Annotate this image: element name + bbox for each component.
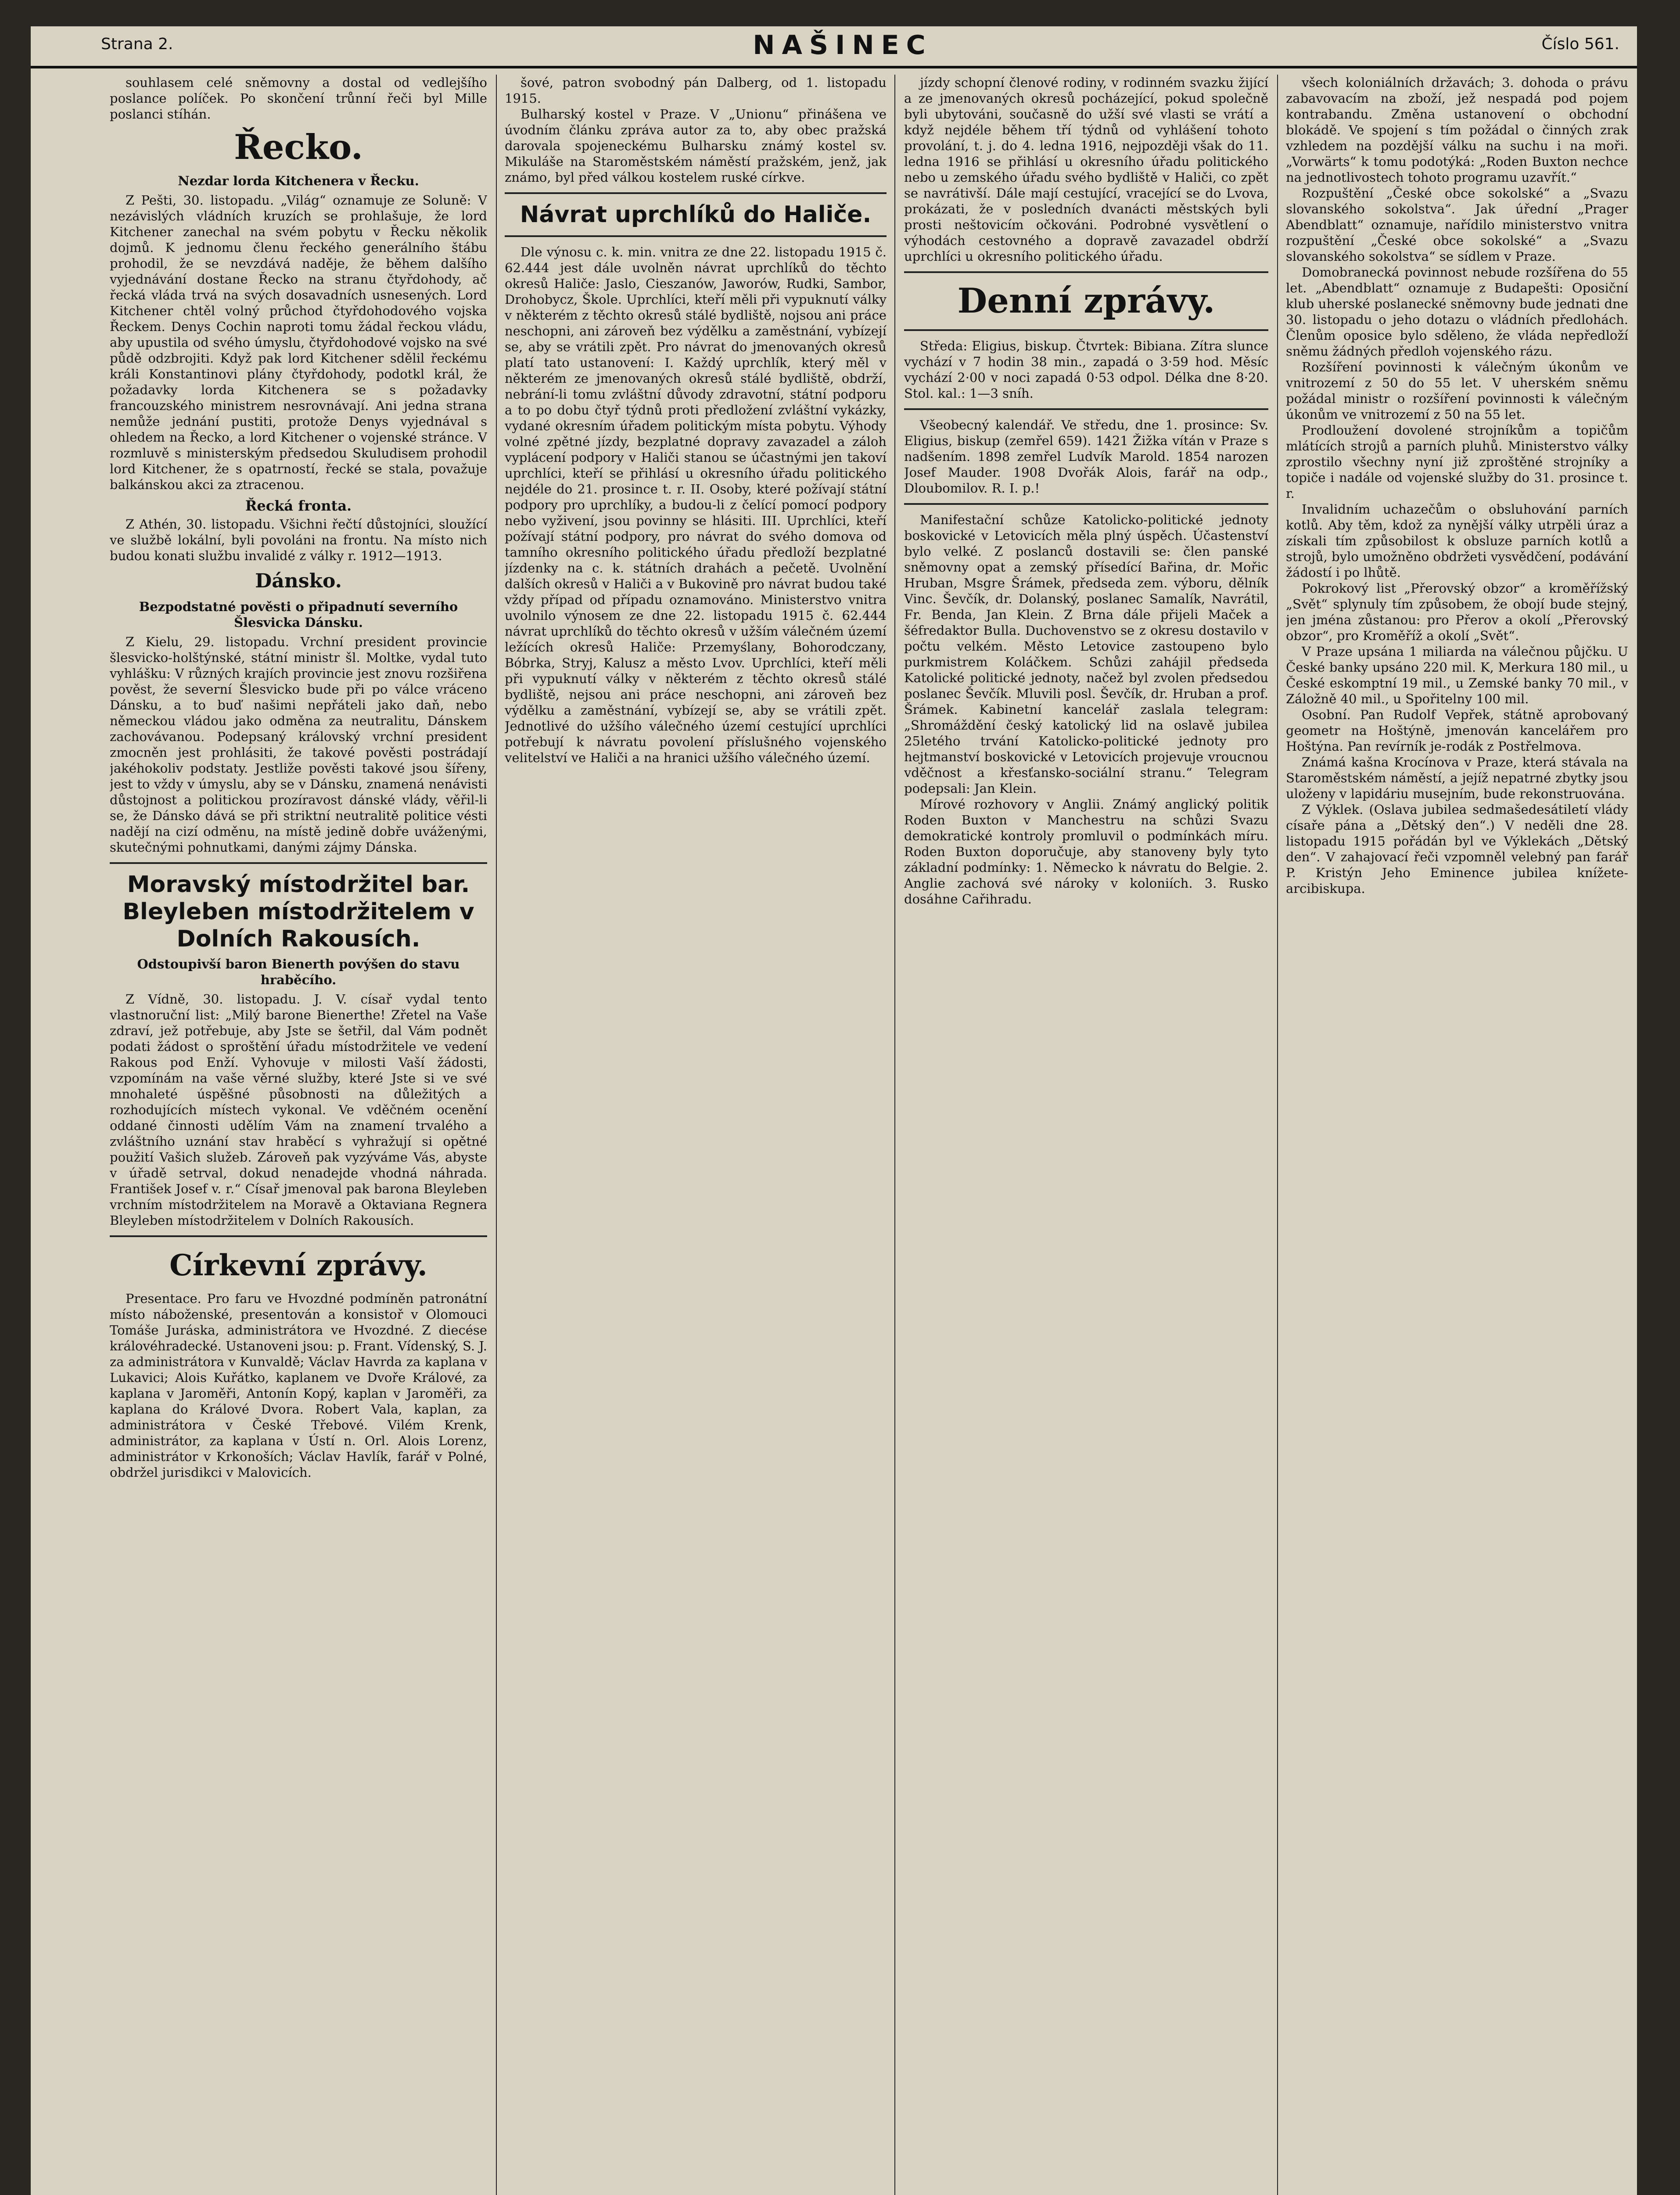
article-body: Rozpuštění „České obce sokolské“ a „Svazu slovanského sokolstva“. Jak úřední „Prager Abendblatt“ oznamuje, nařídilo ministerstvo vnitra rozpuštění „České obce sokolské“ a „Svazu slovanského sokolstva“ se sídlem v Praze. <box>1286 186 1628 264</box>
divider <box>904 271 1268 273</box>
masthead <box>31 26 1637 68</box>
column-4 <box>1286 75 1628 2195</box>
divider <box>110 862 487 864</box>
article-body: Prodloužení dovolené strojníkům a topičům mlátících strojů a parních pluhů. Ministerstvo války zprostilo všechny nyní již zproštěné strojníky a topiče i nadále od vojenské služby do 31. prosince t. r. <box>1286 423 1628 501</box>
article-body: Bulharský kostel v Praze. V „Unionu“ přinášena ve úvodním článku zpráva autor za to, aby obec pražská darovala spojeneckému Bulharsku známý kostel sv. Mikuláše na Staroměstském náměstí pražském, jenž, jak známo, byl před válkou kostelem ruské církve. <box>505 107 887 185</box>
divider <box>110 1235 487 1237</box>
divider <box>904 329 1268 331</box>
article-subtitle: Nezdar lorda Kitchenera v Řecku. <box>178 173 419 188</box>
almanac-box: Všeobecný kalendář. Ve středu, dne 1. prosince: Sv. Eligius, biskup (zemřel 659). 1421 Žižka vítán v Praze s nadšením. 1898 zemřel Ludvík Marold. 1854 narozen Josef Mauder. 1908 Dvořák Alois, farář na odp., Dloubomilov. R. I. p.! <box>904 417 1268 496</box>
column-2 <box>505 75 887 2195</box>
article-body: Manifestační schůze Katolicko-politické jednoty boskovické v Letovicích měla plný úspěch. Účastenství bylo velké. Z poslanců dostavili se: člen panské sněmovny opat a zemský přísedící Bařina, dr. Mořic Hruban, Msgre Šrámek, předseda zem. výboru, dělník Vinc. Ševčík, dr. Dolanský, poslanec Samalík, Navrátil, Fr. Benda, Jan Klein. Z Brna dále přijeli Maček a šéfredaktor Bulla. Duchovenstvo se z okresu dostavilo v počtu velkém. Město Letovice zastoupeno bylo purkmistrem Koláčkem. Schůzi zahájil předseda Katolické politické jednoty, načež byl zvolen předsedou poslanec Ševčík. Mluvili posl. Ševčík, dr. Hruban a prof. Šrámek. Kabinetní kancelář zaslala telegram: „Shromáždění český katolický lid na oslavě jubilea 25letého trvání Katolicko-politické jednoty pro hejtmanství boskovické v Letovicích projevuje vroucnou vděčnost a křesťansko-sociální stranu.“ Telegram podepsali: Jan Klein. <box>904 512 1268 796</box>
calendar-box: Středa: Eligius, biskup. Čtvrtek: Bibiana. Zítra slunce vychází v 7 hodin 38 min., zapadá o 3·59 hod. Měsíc vychází 2·00 v noci zapadá 0·53 odpol. Délka dne 8·20. Stol. kal.: 1—3 sníh. <box>904 338 1268 401</box>
article-body: V Praze upsána 1 miliarda na válečnou půjčku. U České banky upsáno 220 mil. K, Merkura 180 mil., u České eskomptní 19 mil., u Zemské banky 70 mil., v Záložně 40 mil., u Spořitelny 100 mil. <box>1286 644 1628 706</box>
article-body: Invalidním uchazečům o obsluhování parních kotlů. Aby těm, kdož za nynější války utrpěli úraz a získali tím způsobilost k obsluze parních kotlů a strojů, bylo umožněno obdržeti vysvědčení, podávání žádostí i po lhůtě. <box>1286 502 1628 580</box>
article-body: Z Kielu, 29. listopadu. Vrchní president provincie šlesvicko-holštýnské, státní ministr šl. Moltke, vydal tuto vyhlášku: V různých krajích provincie jest znovu rozšiřena pověst, že severní Šlesvicko bude při po válce vráceno Dánsku, a to buď našimi nepřáteli jako daň, nebo německou vládou jako odměna za neutralitu, Dánskem zachovávanou. Podepsaný královský vrchní president zmocněn jest prohlásiti, že takové pověsti postrádají jakéhokoliv podstaty. Jestliže pověsti takové jsou šířeny, jest to vždy v úmyslu, aby se v Dánsku, znamená nenávisti důstojnost a politickou prozíravost dánské vlády, věřil-li se, že Dánsko dává se při striktní neutralitě politice vésti nadějí na cizí odměnu, na místě jedině dobře uváženými, skutečnými pohnutkami, danými zájmy Dánska. <box>110 634 487 855</box>
article-subtitle: Bezpodstatné pověsti o připadnutí severního Šlesvicka Dánsku. <box>139 599 458 630</box>
article-body: Presentace. Pro faru ve Hvozdné podmíněn patronátní místo náboženské, presentován a konsistoř v Olomouci Tomáše Juráska, administrátora ve Hvozdné. Z diecése královéhradecké. Ustanoveni jsou: p. Frant. Vídenský, S. J. za administrátora v Kunvaldě; Václav Havrda za kaplana v Lukavici; Alois Kuřátko, kaplanem ve Dvoře Králové, za kaplana v Jaroměři, Antonín Kopý, kaplan v Jaroměři, za kaplana do Králové Dvora. Robert Vala, kaplan, za administrátora v České Třebové. Vilém Krenk, administrátor, za kaplana v Ústí n. Orl. Alois Lorenz, administrátor v Krkonoších; Václav Havlík, farář v Polné, obdržel jurisdikci v Malovicích. <box>110 1291 487 1480</box>
article-body: Dle výnosu c. k. min. vnitra ze dne 22. listopadu 1915 č. 62.444 jest dále uvolněn návrat uprchlíků do těchto okresů Haliče: Jaslo, Cieszanów, Jaworów, Rudki, Sambor, Drohobycz, Škole. Uprchlíci, kteří měli při vypuknutí války v některém z těchto okresů stálé bydliště, nojsou ani práce neschopni, ani zároveň bez výdělku a zaměstnání, vybízejí se, aby se vrátili zpět. Pro návrat do jmenovaných okresů platí tato ustanovení: I. Každý uprchlík, který měl v některém ze jmenovaných okresů stálé bydliště, obdrží, nebrání-li tomu zvláštní důvody zdravotní, státní podporu a to po dobu čtyř týdnů proti předložení zvláštní vykázky, vydané okresním úřadem politickým místa pobytu. Výhody volné zpětné jízdy, bezplatné dopravy zavazadel a záloh vyplácení podpory v Haliči stanou se účastnými jen takoví uprchlíci, kteří se přihlásí u okresního úřadu politického nejdéle do 21. prosince t. r. II. Osoby, které požívají státní podpory pro uprchlíky, a budou-li z čelící pomocí podpory nebo vyživení, jsou povinny se hlásiti. III. Uprchlíci, kteří požívají státní podpory, pro návrat do svého domova od tamního okresního politického úřadu předloží bezplatné jízdenky na c. k. státních drahách a pečetě. Uvolnění dalších okresů v Haliči a v Bukovině pro návrat budou také vždy případ od případu oznamováno. Ministerstvo vnitra uvolnilo výnosem ze dne 22. listopadu 1915 č. 62.444 návrat uprchlíků do těchto okresů v užším válečném území ležících okresů Haliče: Przemyślany, Bohorodczany, Bóbrka, Stryj, Kalusz a město Lvov. Uprchlíci, kteří měli při vypuknutí války v některém z těchto okresů stálé bydliště, nejsou ani práce neschopni, ani zároveň bez výdělku a zaměstnání, vybízejí se, aby se vrátili zpět. Jednotlivé do užšího válečného území cestující uprchlíci potřebují k návratu povolení příslušného vojenského velitelství ve Haliči a na hranici užšího válečného území. <box>505 245 887 765</box>
article-heading: Řecká fronta. <box>245 497 352 514</box>
newspaper-page <box>31 26 1637 2195</box>
section-heading-denmark: Dánsko. <box>255 570 342 592</box>
section-heading-refugees: Návrat uprchlíků do Haliče. <box>520 202 872 228</box>
column-1 <box>110 75 487 2195</box>
divider <box>904 503 1268 505</box>
article-body: Známá kašna Krocínova v Praze, která stávala na Staroměstském náměstí, a jejíž nepatrné zbytky jsou uloženy v lapidáriu musejním, bude rekonstruována. <box>1286 755 1628 801</box>
section-heading-greece: Řecko. <box>234 127 363 167</box>
article-body: jízdy schopní členové rodiny, v rodinném svazku žijící a ze jmenovaných okresů pocházející, pokud společně byli ubytováni, současně do užší své vlasti se vrátí a když nejdéle během tří týdnů od vyhlášení tohoto provolání, t. j. do 4. ledna 1916, nejpozději však do 11. ledna 1916 se přihlásí u okresního úřadu politického nebo u zemského úřadu svého bydliště v Haliči, co zpět se navrátivší. Dále mají cestující, vracející se do Lvova, prokázati, že v posledních dvanácti městských byli prosti neštovicím očkováni. Podrobné vysvětlení o výhodách cestovného a dopravě zavazadel obdrží uprchlíci u okresního politického úřadu. <box>904 75 1268 264</box>
article-body: Z Pešti, 30. listopadu. „Világ“ oznamuje ze Soluně: V nezávislých vládních kruzích se prohlašuje, že lord Kitchener zanechal na svém pobytu v Řecku několik dojmů. K jednomu členu řeckého generálního štábu prohodil, že se nevzdává naděje, že během dalšího vyjednávání dostane Řecko na stranu čtyřdohody, ač řecká vláda trvá na svých dosavadních usnesených. Lord Kitchener chtěl volný průchod čtyřdohodového vojska Řeckem. Denys Cochin naproti tomu žádal řeckou vládu, aby upustila od svého úmyslu, čtyřdohodové vojsko na své půdě odzbrojiti. Když pak lord Kitchener sdělil řeckému králi Konstantinovi plány čtyřdohody, podotkl král, že požadavky lorda Kitchenera se s požadavky francouzského ministrem nesrovnávají. Ani jedna strana nemůže jednání pustiti, protože Denys vyjednával s ohledem na Řecko, a lord Kitchener o vojenské stránce. V rozmluvě s ministerským předsedou Skuludisem prohodil lord Kitchener, že s opatrností, řecké se stala, považuje balkánskou akci za ztracenou. <box>110 193 487 492</box>
divider <box>505 235 887 237</box>
article-body: Pokrokový list „Přerovský obzor“ a kroměřížský „Svět“ splynuly tím způsobem, že obojí bude stejný, jen jména zůstanou: pro Přerov a okolí „Přerovský obzor“, pro Kroměříž a okolí „Svět“. <box>1286 581 1628 643</box>
divider <box>505 192 887 194</box>
section-heading-daily-news: Denní zprávy. <box>957 281 1215 321</box>
article-body: Z Athén, 30. listopadu. Všichni řečtí důstojníci, sloužící ve službě lokální, byli povoláni na frontu. Na místo nich budou konati službu invalidé z války r. 1912—1913. <box>110 517 487 563</box>
paper-name: NAŠINEC <box>753 30 933 61</box>
article-body: Osobní. Pan Rudolf Vepřek, státně aprobovaný geometr na Hoštýně, jmenován kancelářem pro Hoštýna. Pan revírník je-rodák z Postřelmova. <box>1286 707 1628 754</box>
column-rule <box>894 75 895 2195</box>
article-body: všech koloniálních državách; 3. dohoda o právu zabavovacím na zboží, jež nespadá pod pojem kontrabandu. Změna ustanovení o obchodní blokádě. Ve spojení s tím požádal o činných zrak vzhledem na pozdější válku na suchu i na moři. „Vorwärts“ k tomu podotýká: „Roden Buxton nechce na jednotlivostech tohoto programu uzavřít.“ <box>1286 75 1628 185</box>
column-rule <box>1277 75 1278 2195</box>
article-body: Z Výklek. (Oslava jubilea sedmašedesátiletí vlády císaře pána a „Dětský den“.) V neděli dne 28. listopadu 1915 pořádán byl ve Výklekách „Dětský den“. V zahajovací řeči vzpomněl velebný pan farář P. Kristýn Jeho Eminence jubilea knížete-arcibiskupa. <box>1286 802 1628 896</box>
page-number: Strana 2. <box>101 35 173 53</box>
section-heading-moravia: Moravský místodržitel bar. Bleyleben místodržitelem v Dolních Rakousích. <box>122 871 474 952</box>
issue-number: Číslo 561. <box>1541 35 1619 53</box>
column-3 <box>904 75 1268 2195</box>
article-body: Z Vídně, 30. listopadu. J. V. císař vydal tento vlastnoruční list: „Milý barone Bienerthe! Zřetel na Vaše zdraví, jež potřebuje, aby Jste se šetřil, dal Vám podnět podati žádost o sproštění úřadu místodržitele ve vedení Rakous pod Enží. Vyhovuje v milosti Vaší žádosti, vzpomínám na vaše věrné služby, které Jste si ve své mnohaleté úspěšné působnosti na důležitých a rozhodujících místech vykonal. Ve vděčném ocenění oddané činnosti udělím Vám na znamení trvalého a zvláštního uznání stav hraběcí s vyhražují si opětné použití Vašich služeb. Zároveň pak vyzýváme Vás, abyste v úřadě setrval, dokud nenadejde vhodná náhrada. František Josef v. r.“ Císař jmenoval pak barona Bleyleben vrchním místodržitelem na Moravě a Oktaviana Regnera Bleyleben místodržitelem v Dolních Rakousích. <box>110 992 487 1228</box>
divider <box>904 408 1268 410</box>
article-fragment: souhlasem celé sněmovny a dostal od vedlejšího poslance políček. Po skončení trůnní řeči byl Mille poslanci stíhán. <box>110 75 487 122</box>
article-fragment: šové, patron svobodný pán Dalberg, od 1. listopadu 1915. <box>505 75 887 106</box>
section-heading-church: Církevní zprávy. <box>169 1248 427 1282</box>
article-body: Domobranecká povinnost nebude rozšířena do 55 let. „Abendblatt“ oznamuje z Budapešti: Oposiční klub uherské poslanecké sněmovny bude jednati dne 30. listopadu o jeho dotazu o vládních předlohách. Členům oposice bylo sděleno, že vláda nepředloží sněmu žádných předloh vojenského rázu. <box>1286 265 1628 359</box>
column-rule <box>496 75 497 2195</box>
article-subtitle: Odstoupivší baron Bienerth povýšen do stavu hraběcího. <box>137 957 460 987</box>
article-body: Mírové rozhovory v Anglii. Známý anglický politik Roden Buxton v Manchestru na schůzi Svazu demokratické kontroly promluvil o podmínkách míru. Roden Buxton doporučuje, aby stanoveny byly tyto základní podmínky: 1. Německo k návratu do Belgie. 2. Anglie zachová své nároky v koloniích. 3. Rusko dosáhne Cařihradu. <box>904 797 1268 907</box>
article-body: Rozšíření povinnosti k válečným úkonům ve vnitrozemí z 50 do 55 let. V uherském sněmu požádal ministr o rozšíření povinnosti k válečným úkonům ve vnitrozemí z 50 na 55 let. <box>1286 360 1628 422</box>
